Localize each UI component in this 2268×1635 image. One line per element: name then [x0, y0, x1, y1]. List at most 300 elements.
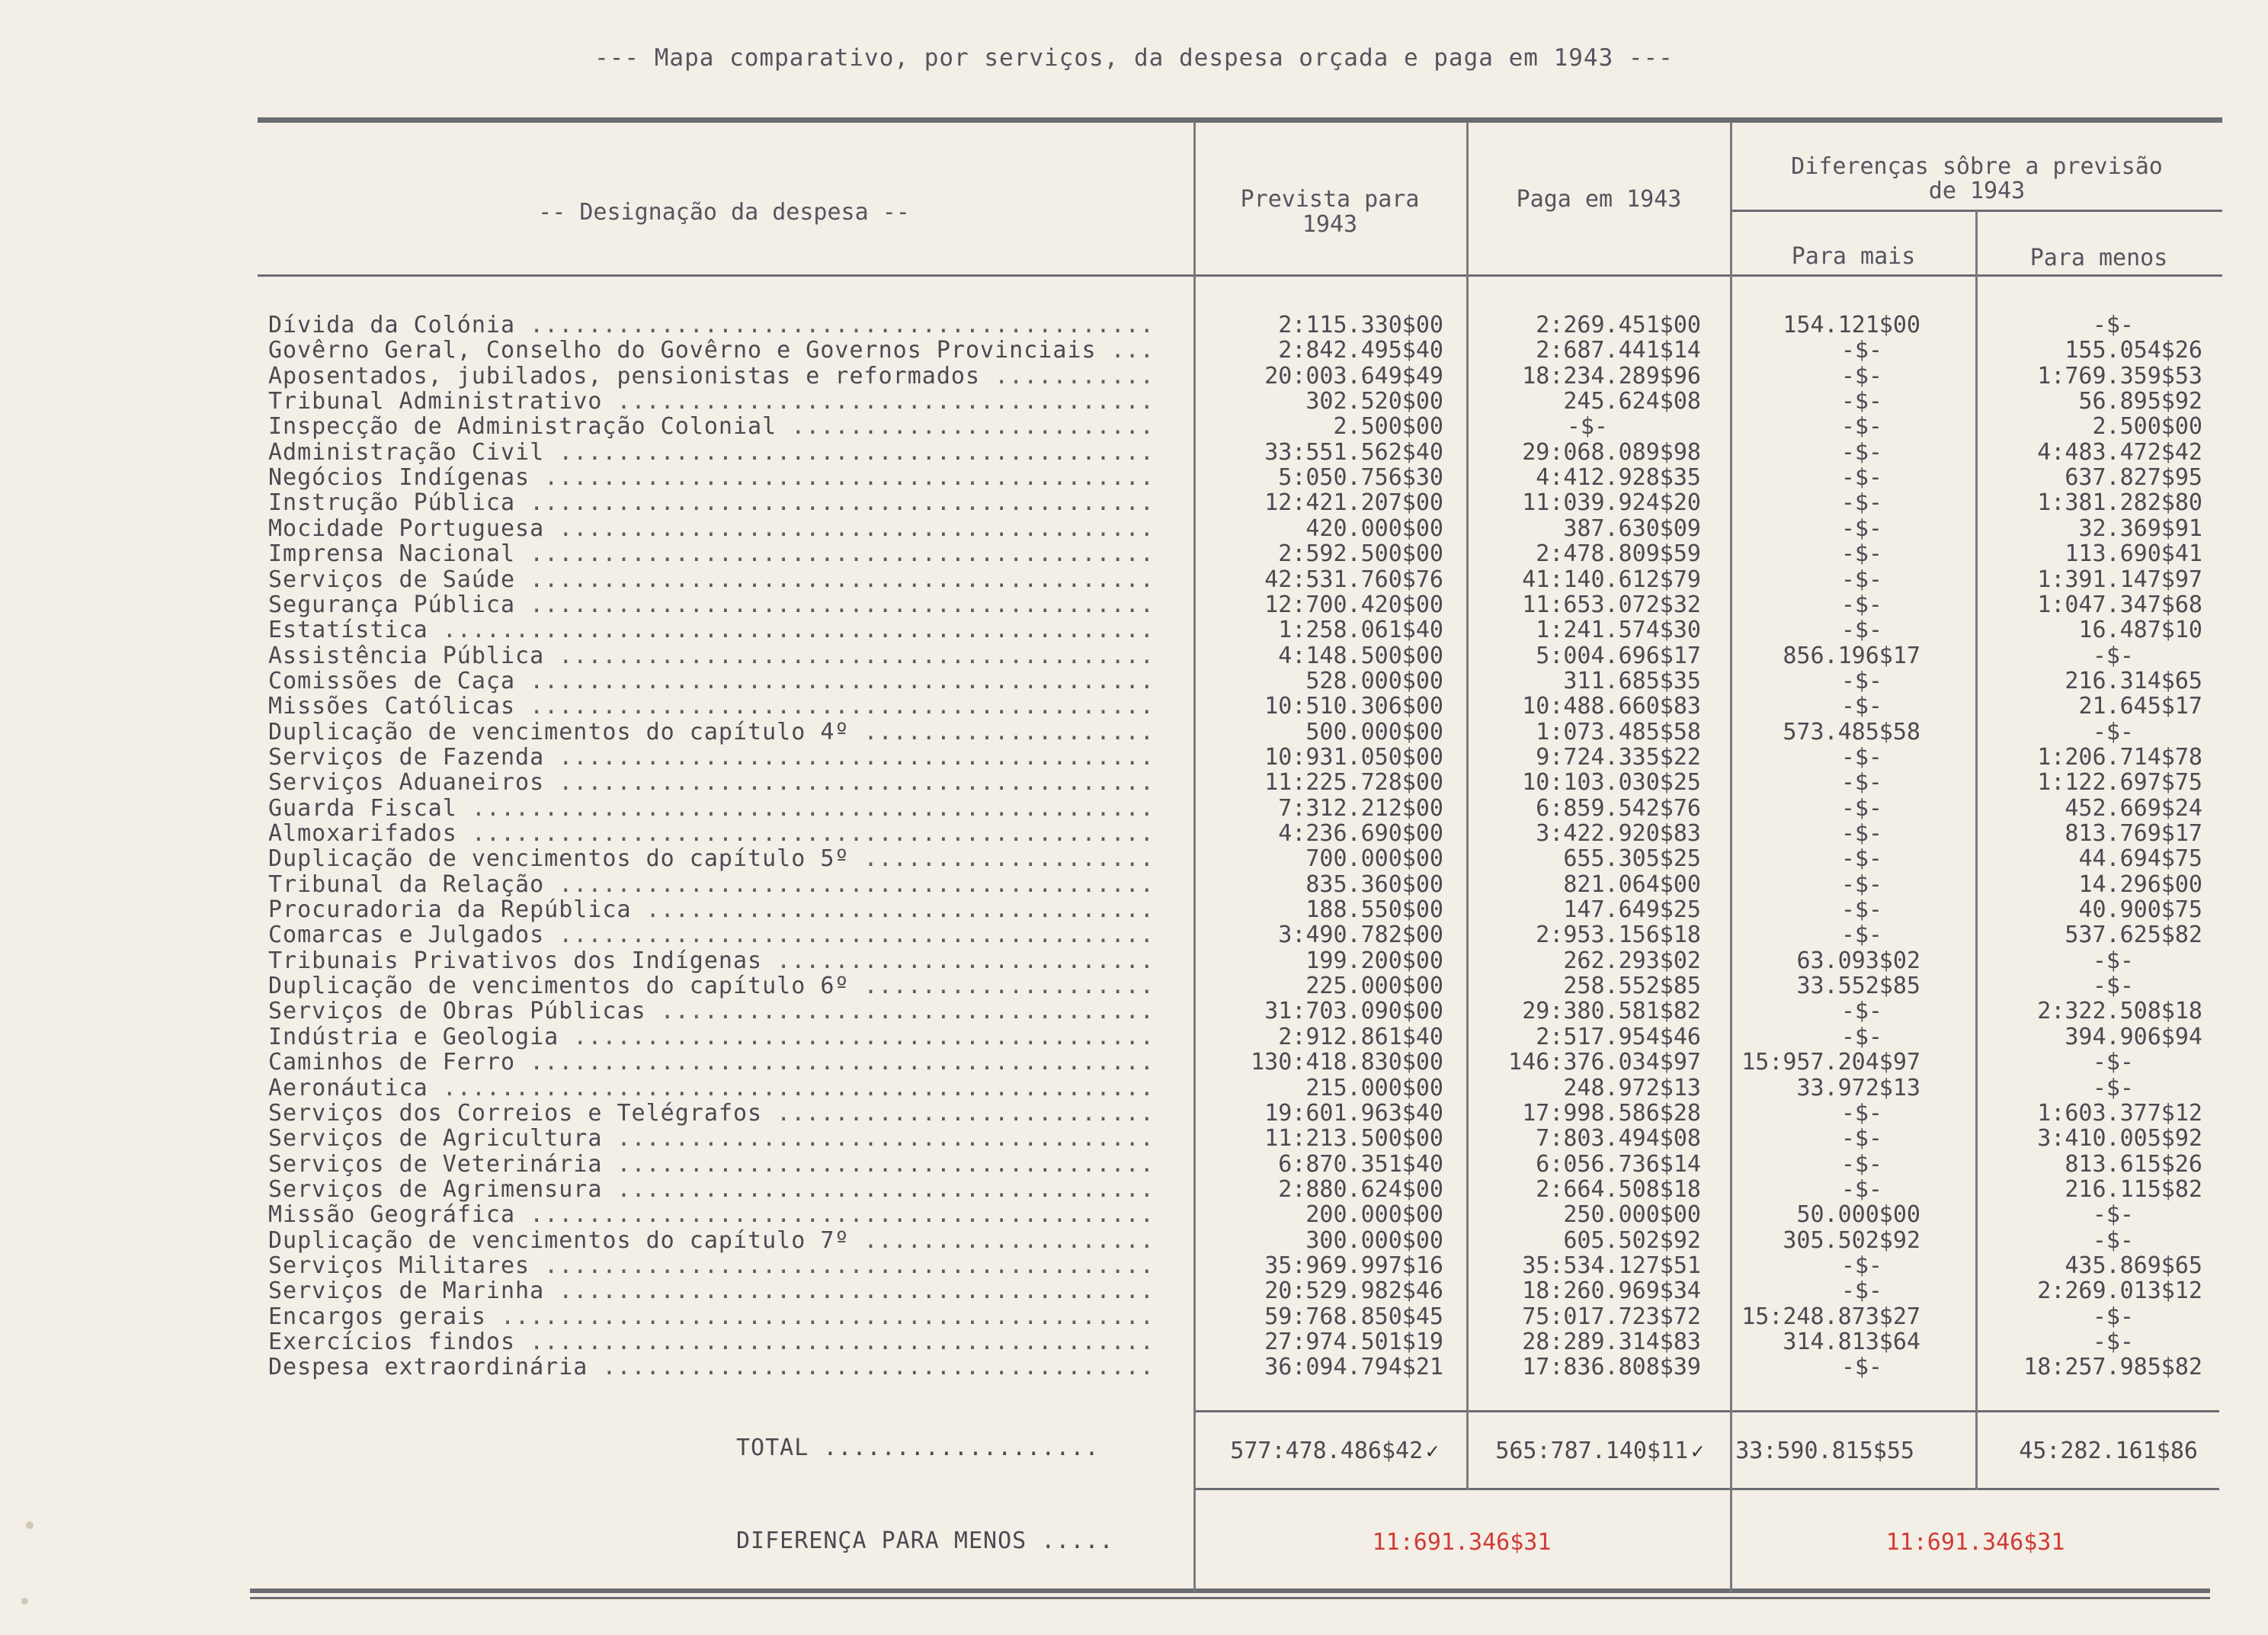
dot-leader: ...........................................: [515, 1329, 1155, 1355]
paga-value: 258.552$85: [1563, 973, 1701, 1000]
prevista-value: 12:421.207$00: [1264, 489, 1443, 517]
row-label-text: Aposentados, jubilados, pensionistas e reformados: [268, 363, 981, 390]
row-label: [268, 1253, 1160, 1279]
dot-leader: .....................................: [602, 389, 1155, 415]
table-row: [0, 1354, 2268, 1380]
table-row: [0, 1253, 2268, 1279]
row-label-text: Duplicação de vencimentos do capítulo 6º: [268, 973, 850, 1000]
header-diferencas-line2: de 1943: [1928, 178, 2026, 204]
para-menos-value: 40.900$75: [2078, 896, 2202, 924]
para-menos-value: 813.769$17: [2065, 820, 2202, 847]
paga-value: 17:836.808$39: [1522, 1354, 1701, 1381]
row-label: [268, 1228, 1160, 1254]
row-label-text: Tribunal Administrativo: [268, 389, 603, 415]
prevista-value: 4:148.500$00: [1278, 642, 1443, 669]
dot-leader: ...........: [980, 363, 1155, 390]
paga-value: 2:687.441$14: [1536, 337, 1701, 364]
prevista-value: 2:592.500$00: [1278, 540, 1443, 568]
header-para-menos: Para menos: [2029, 245, 2168, 271]
para-mais-value: -$-: [1840, 1125, 1882, 1153]
para-mais-value: -$-: [1840, 667, 1882, 694]
row-label-text: Govêrno Geral, Conselho do Govêrno e Governos Provinciais: [268, 338, 1097, 364]
total-top-rule: [1193, 1410, 2219, 1412]
prevista-value: 42:531.760$76: [1264, 566, 1443, 593]
prevista-value: 19:601.963$40: [1264, 1099, 1443, 1127]
total-prevista-value: 577:478.486$42: [1230, 1438, 1424, 1464]
table-row: [0, 770, 2268, 796]
para-menos-value: 21.645$17: [2078, 693, 2202, 720]
para-mais-value: -$-: [1840, 769, 1882, 797]
page-title: --- Mapa comparativo, por serviços, da despesa orçada e paga em 1943 ---: [594, 44, 1674, 72]
row-label-text: Encargos gerais: [268, 1303, 486, 1330]
paga-value: 10:488.660$83: [1522, 693, 1701, 720]
dot-leader: .........................................: [544, 1278, 1155, 1305]
row-label: [268, 922, 1160, 948]
table-row: [0, 1076, 2268, 1101]
prevista-value: 302.520$00: [1305, 388, 1443, 415]
total-label-text: TOTAL: [736, 1435, 809, 1461]
paga-value: 29:068.089$98: [1522, 438, 1701, 466]
table-row: [0, 948, 2268, 974]
para-mais-value: -$-: [1840, 515, 1882, 542]
row-label: [268, 1050, 1160, 1076]
total-para-menos: 45:282.161$86: [2019, 1438, 2198, 1464]
para-menos-value: 3:410.005$92: [2037, 1125, 2202, 1153]
table-row: [0, 490, 2268, 516]
para-mais-value: 305.502$92: [1783, 1226, 1920, 1254]
table-row: [0, 643, 2268, 669]
para-mais-value: -$-: [1840, 617, 1882, 644]
table-row: [0, 796, 2268, 822]
para-mais-value: 15:248.873$27: [1741, 1303, 1920, 1330]
dot-leader: .........................................: [544, 770, 1155, 797]
prevista-value: 12:700.420$00: [1264, 591, 1443, 618]
dot-leader: .....................................: [602, 1126, 1155, 1153]
row-label: [268, 1101, 1160, 1127]
prevista-value: 2.500$00: [1333, 413, 1443, 441]
row-label-text: Serviços dos Correios e Telégrafos: [268, 1100, 763, 1127]
table-row: [0, 694, 2268, 720]
paga-value: 2:517.954$46: [1536, 1023, 1701, 1050]
row-label: [268, 617, 1160, 643]
prevista-value: 215.000$00: [1305, 1074, 1443, 1101]
para-mais-value: -$-: [1840, 464, 1882, 492]
total-bottom-rule: [1193, 1488, 2219, 1490]
para-menos-value: 2:269.013$12: [2037, 1278, 2202, 1305]
para-mais-value: -$-: [1840, 591, 1882, 618]
paga-value: 18:260.969$34: [1522, 1278, 1701, 1305]
para-menos-value: -$-: [2092, 947, 2134, 974]
table-row: [0, 338, 2268, 364]
diferenca-label: [736, 1528, 1114, 1554]
para-menos-value: -$-: [2092, 1329, 2134, 1355]
dot-leader: ...........................................: [515, 1202, 1155, 1229]
paga-value: 6:859.542$76: [1536, 794, 1701, 822]
row-label: [268, 897, 1160, 923]
para-mais-value: -$-: [1840, 388, 1882, 415]
para-mais-value: -$-: [1840, 337, 1882, 364]
para-menos-value: -$-: [2092, 1201, 2134, 1229]
para-menos-value: -$-: [2092, 1226, 2134, 1254]
para-mais-value: 154.121$00: [1783, 312, 1920, 338]
table-top-rule: [258, 117, 2222, 123]
row-label-text: Procuradoria da República: [268, 897, 632, 924]
row-label: [268, 440, 1160, 466]
prevista-value: 11:213.500$00: [1264, 1125, 1443, 1153]
paga-value: 1:241.574$30: [1536, 617, 1701, 644]
check-mark-icon: ✓: [1691, 1438, 1704, 1463]
paga-value: 7:803.494$08: [1536, 1125, 1701, 1153]
paga-value: 248.972$13: [1563, 1074, 1701, 1101]
dot-leader: ...........................................: [515, 591, 1155, 618]
prevista-value: 4:236.690$00: [1278, 820, 1443, 847]
para-menos-value: 1:381.282$80: [2037, 489, 2202, 517]
paga-value: 9:724.335$22: [1536, 743, 1701, 771]
paga-value: -$-: [1566, 413, 1608, 441]
total-paga-value: 565:787.140$11: [1495, 1438, 1689, 1464]
prevista-value: 420.000$00: [1305, 515, 1443, 542]
para-mais-value: 50.000$00: [1796, 1201, 1920, 1229]
dot-leader: ....................: [849, 1227, 1155, 1254]
paga-value: 10:103.030$25: [1522, 769, 1701, 797]
table-row: [0, 1228, 2268, 1254]
dot-leader: ...........................................: [515, 566, 1155, 593]
dot-leader: .........................: [777, 414, 1155, 441]
row-label-text: Tribunais Privativos dos Indígenas: [268, 947, 763, 974]
para-menos-value: 18:257.985$82: [2023, 1354, 2202, 1381]
para-menos-value: -$-: [2092, 1303, 2134, 1330]
table-row: [0, 668, 2268, 694]
table-row: [0, 567, 2268, 593]
table-row: [0, 745, 2268, 771]
para-menos-value: -$-: [2092, 642, 2134, 669]
para-menos-value: 113.690$41: [2065, 540, 2202, 568]
paga-value: 250.000$00: [1563, 1201, 1701, 1229]
para-mais-value: -$-: [1840, 693, 1882, 720]
paga-value: 2:664.508$18: [1536, 1175, 1701, 1203]
prevista-value: 3:490.782$00: [1278, 922, 1443, 949]
header-bottom-rule: [258, 274, 2222, 277]
paga-value: 2:269.451$00: [1536, 312, 1701, 338]
row-label-text: Duplicação de vencimentos do capítulo 5º: [268, 846, 850, 873]
prevista-value: 20:529.982$46: [1264, 1278, 1443, 1305]
para-menos-value: 394.906$94: [2065, 1023, 2202, 1050]
prevista-value: 35:969.997$16: [1264, 1252, 1443, 1279]
para-menos-value: 537.625$82: [2065, 922, 2202, 949]
table-row: [0, 541, 2268, 567]
para-mais-value: -$-: [1840, 1175, 1882, 1203]
row-label: [268, 1202, 1160, 1228]
dot-leader: ...............................................: [456, 795, 1155, 822]
dot-leader: ..........................................: [530, 465, 1155, 492]
table-row: [0, 1304, 2268, 1330]
paga-value: 6:056.736$14: [1536, 1150, 1701, 1178]
para-mais-value: 33.552$85: [1796, 973, 1920, 1000]
prevista-value: 700.000$00: [1305, 845, 1443, 873]
table-row: [0, 1024, 2268, 1050]
row-label: [268, 567, 1160, 593]
row-label: [268, 1304, 1160, 1330]
para-mais-value: -$-: [1840, 566, 1882, 593]
paga-value: 311.685$35: [1563, 667, 1701, 694]
prevista-value: 199.200$00: [1305, 947, 1443, 974]
dot-leader: ...........................................: [515, 694, 1155, 720]
para-menos-value: 1:769.359$53: [2037, 362, 2202, 390]
prevista-value: 20:003.649$49: [1264, 362, 1443, 390]
row-label-text: Almoxarifados: [268, 821, 457, 847]
total-leader: ...................: [809, 1435, 1100, 1461]
table-row: [0, 364, 2268, 390]
para-menos-value: 16.487$10: [2078, 617, 2202, 644]
table-row: [0, 617, 2268, 643]
para-menos-value: -$-: [2092, 1074, 2134, 1101]
para-mais-value: -$-: [1840, 540, 1882, 568]
para-mais-value: 573.485$58: [1783, 718, 1920, 745]
dot-leader: .........................................: [544, 515, 1155, 542]
row-label-text: Missões Católicas: [268, 694, 516, 720]
para-mais-value: -$-: [1840, 922, 1882, 949]
paga-value: 605.502$92: [1563, 1226, 1701, 1254]
paga-value: 147.649$25: [1563, 896, 1701, 924]
dot-leader: .........................................: [544, 922, 1155, 949]
prevista-value: 2:912.861$40: [1278, 1023, 1443, 1050]
row-label-text: Negócios Indígenas: [268, 465, 530, 492]
table-row: [0, 872, 2268, 898]
paga-value: 3:422.920$83: [1536, 820, 1701, 847]
para-mais-value: -$-: [1840, 998, 1882, 1025]
prevista-value: 1:258.061$40: [1278, 617, 1443, 644]
paga-value: 2:478.809$59: [1536, 540, 1701, 568]
dot-leader: ...............................................: [456, 821, 1155, 847]
para-menos-value: 1:391.147$97: [2037, 566, 2202, 593]
para-menos-value: 155.054$26: [2065, 337, 2202, 364]
row-label-text: Comarcas e Julgados: [268, 922, 545, 949]
table-row: [0, 821, 2268, 847]
paga-value: 28:289.314$83: [1522, 1329, 1701, 1355]
header-prevista-line2: 1943: [1302, 211, 1358, 238]
table-row: [0, 465, 2268, 491]
para-menos-value: 56.895$92: [2078, 388, 2202, 415]
prevista-value: 500.000$00: [1305, 718, 1443, 745]
diferenca-label-text: DIFERENÇA PARA MENOS: [736, 1528, 1027, 1554]
row-label: [268, 592, 1160, 618]
para-mais-value: -$-: [1840, 896, 1882, 924]
dot-leader: .....................................: [602, 1151, 1155, 1178]
dot-leader: ...................................: [631, 897, 1155, 924]
prevista-value: 10:510.306$00: [1264, 693, 1443, 720]
prevista-value: 10:931.050$00: [1264, 743, 1443, 771]
row-label-text: Mocidade Portuguesa: [268, 515, 545, 542]
diferenca-leader: .....: [1027, 1528, 1114, 1554]
table-row: [0, 720, 2268, 745]
para-mais-value: 314.813$64: [1783, 1329, 1920, 1355]
row-label-text: Missão Geográfica: [268, 1202, 516, 1229]
total-paga: [1495, 1438, 1704, 1464]
table-row: [0, 1126, 2268, 1152]
header-prevista-line1: Prevista para: [1240, 186, 1420, 213]
row-label: [268, 999, 1160, 1024]
table-bottom-rule: [250, 1589, 2210, 1593]
row-label-text: Serviços Militares: [268, 1252, 530, 1279]
dot-leader: ......................................: [588, 1354, 1155, 1381]
row-label: [268, 541, 1160, 567]
para-menos-value: 452.669$24: [2065, 794, 2202, 822]
header-paga: Paga em 1943: [1516, 186, 1682, 213]
prevista-value: 528.000$00: [1305, 667, 1443, 694]
para-menos-value: 1:603.377$12: [2037, 1099, 2202, 1127]
row-label-text: Serviços de Saúde: [268, 566, 516, 593]
row-label-text: Serviços Aduaneiros: [268, 770, 545, 797]
prevista-value: 59:768.850$45: [1264, 1303, 1443, 1330]
row-label: [268, 414, 1160, 440]
diferenca-value-right: 11:691.346$31: [1885, 1529, 2065, 1556]
table-row: [0, 516, 2268, 542]
para-menos-value: 216.314$65: [2065, 667, 2202, 694]
prevista-value: 7:312.212$00: [1278, 794, 1443, 822]
para-menos-value: 44.694$75: [2078, 845, 2202, 873]
total-label: [736, 1435, 1100, 1461]
para-mais-value: -$-: [1840, 1023, 1882, 1050]
para-mais-value: -$-: [1840, 1278, 1882, 1305]
prevista-value: 2:115.330$00: [1278, 312, 1443, 338]
dot-leader: .....................................: [602, 1176, 1155, 1203]
prevista-value: 200.000$00: [1305, 1201, 1443, 1229]
row-label-text: Guarda Fiscal: [268, 795, 457, 822]
row-label-text: Duplicação de vencimentos do capítulo 4º: [268, 719, 850, 745]
table-row: [0, 973, 2268, 999]
row-label-text: Administração Civil: [268, 439, 545, 466]
prevista-value: 33:551.562$40: [1264, 438, 1443, 466]
total-prevista: [1230, 1438, 1439, 1464]
dot-leader: .................................................: [428, 617, 1155, 644]
table-row: [0, 999, 2268, 1024]
para-menos-value: 1:047.347$68: [2037, 591, 2202, 618]
paga-value: 11:653.072$32: [1522, 591, 1701, 618]
dot-leader: .........................................: [544, 744, 1155, 771]
prevista-value: 27:974.501$19: [1264, 1329, 1443, 1355]
para-menos-value: 2:322.508$18: [2037, 998, 2202, 1025]
row-label: [268, 846, 1160, 872]
dot-leader: ...........................................: [515, 541, 1155, 568]
para-mais-value: -$-: [1840, 1252, 1882, 1279]
paga-value: 245.624$08: [1563, 388, 1701, 415]
header-diferencas-line1: Diferenças sôbre a previsão: [1791, 153, 2163, 180]
row-label: [268, 770, 1160, 796]
paga-value: 821.064$00: [1563, 870, 1701, 898]
paga-value: 29:380.581$82: [1522, 998, 1701, 1025]
row-label: [268, 745, 1160, 771]
dot-leader: ....................: [849, 846, 1155, 873]
prevista-value: 11:225.728$00: [1264, 769, 1443, 797]
prevista-value: 31:703.090$00: [1264, 998, 1443, 1025]
header-para-mais: Para mais: [1791, 243, 1916, 270]
row-label: [268, 338, 1160, 364]
row-label: [268, 490, 1160, 516]
dot-leader: .........................................: [544, 871, 1155, 898]
diferenca-value-left: 11:691.346$31: [1372, 1529, 1552, 1556]
para-menos-value: 14.296$00: [2078, 870, 2202, 898]
table-row: [0, 592, 2268, 618]
paga-value: 1:073.485$58: [1536, 718, 1701, 745]
table-row: [0, 922, 2268, 948]
prevista-value: 188.550$00: [1305, 896, 1443, 924]
paper-speck: [26, 1521, 34, 1529]
para-mais-value: -$-: [1840, 413, 1882, 441]
dot-leader: ..........................: [762, 947, 1155, 974]
row-label: [268, 668, 1160, 694]
para-mais-value: 33.972$13: [1796, 1074, 1920, 1101]
row-label-text: Inspecção de Administração Colonial: [268, 414, 777, 441]
row-label-text: Aeronáutica: [268, 1075, 428, 1101]
paga-value: 17:998.586$28: [1522, 1099, 1701, 1127]
dot-leader: ...........................................: [515, 490, 1155, 517]
dot-leader: .................................................: [428, 1075, 1155, 1101]
paper-speck: [21, 1598, 28, 1605]
paga-value: 387.630$09: [1563, 515, 1701, 542]
row-label-text: Comissões de Caça: [268, 668, 516, 694]
row-label: [268, 1076, 1160, 1101]
para-menos-value: -$-: [2092, 312, 2134, 338]
para-mais-value: -$-: [1840, 845, 1882, 873]
header-designacao: -- Designação da despesa --: [538, 199, 910, 226]
row-label-text: Segurança Pública: [268, 591, 516, 618]
para-mais-value: 15:957.204$97: [1741, 1049, 1920, 1076]
para-menos-value: 32.369$91: [2078, 515, 2202, 542]
para-menos-value: 813.615$26: [2065, 1150, 2202, 1178]
row-label-text: Serviços de Obras Públicas: [268, 999, 646, 1025]
para-mais-value: -$-: [1840, 1150, 1882, 1178]
row-label-text: Serviços de Agricultura: [268, 1126, 603, 1153]
dot-leader: ....................: [849, 719, 1155, 745]
table-row: [0, 1278, 2268, 1304]
dot-leader: ...: [1096, 338, 1155, 364]
row-label-text: Serviços de Marinha: [268, 1278, 545, 1305]
row-label: [268, 643, 1160, 669]
dot-leader: ....................: [849, 973, 1155, 1000]
para-mais-value: -$-: [1840, 1354, 1882, 1381]
paga-value: 18:234.289$96: [1522, 362, 1701, 390]
para-menos-value: 1:122.697$75: [2037, 769, 2202, 797]
para-menos-value: 637.827$95: [2065, 464, 2202, 492]
dot-leader: .............................................: [485, 1303, 1155, 1330]
row-label: [268, 796, 1160, 822]
paga-value: 262.293$02: [1563, 947, 1701, 974]
prevista-value: 6:870.351$40: [1278, 1150, 1443, 1178]
dot-leader: ..........................................: [530, 1252, 1155, 1279]
dot-leader: ...........................................: [515, 668, 1155, 694]
prevista-value: 130:418.830$00: [1251, 1049, 1443, 1076]
paga-value: 146:376.034$97: [1508, 1049, 1701, 1076]
row-label-text: Exercícios findos: [268, 1329, 516, 1355]
row-label-text: Estatística: [268, 617, 428, 644]
prevista-value: 2:842.495$40: [1278, 337, 1443, 364]
row-label-text: Instrução Pública: [268, 490, 516, 517]
prevista-value: 5:050.756$30: [1278, 464, 1443, 492]
para-menos-value: 1:206.714$78: [2037, 743, 2202, 771]
para-mais-value: -$-: [1840, 1099, 1882, 1127]
para-mais-value: -$-: [1840, 870, 1882, 898]
row-label: [268, 1152, 1160, 1178]
table-row: [0, 313, 2268, 338]
row-label: [268, 720, 1160, 745]
row-label: [268, 364, 1160, 390]
row-label: [268, 973, 1160, 999]
row-label-text: Serviços de Fazenda: [268, 744, 545, 771]
row-label: [268, 821, 1160, 847]
row-label-text: Caminhos de Ferro: [268, 1050, 516, 1076]
paga-value: 11:039.924$20: [1522, 489, 1701, 517]
dot-leader: .........................................: [544, 439, 1155, 466]
